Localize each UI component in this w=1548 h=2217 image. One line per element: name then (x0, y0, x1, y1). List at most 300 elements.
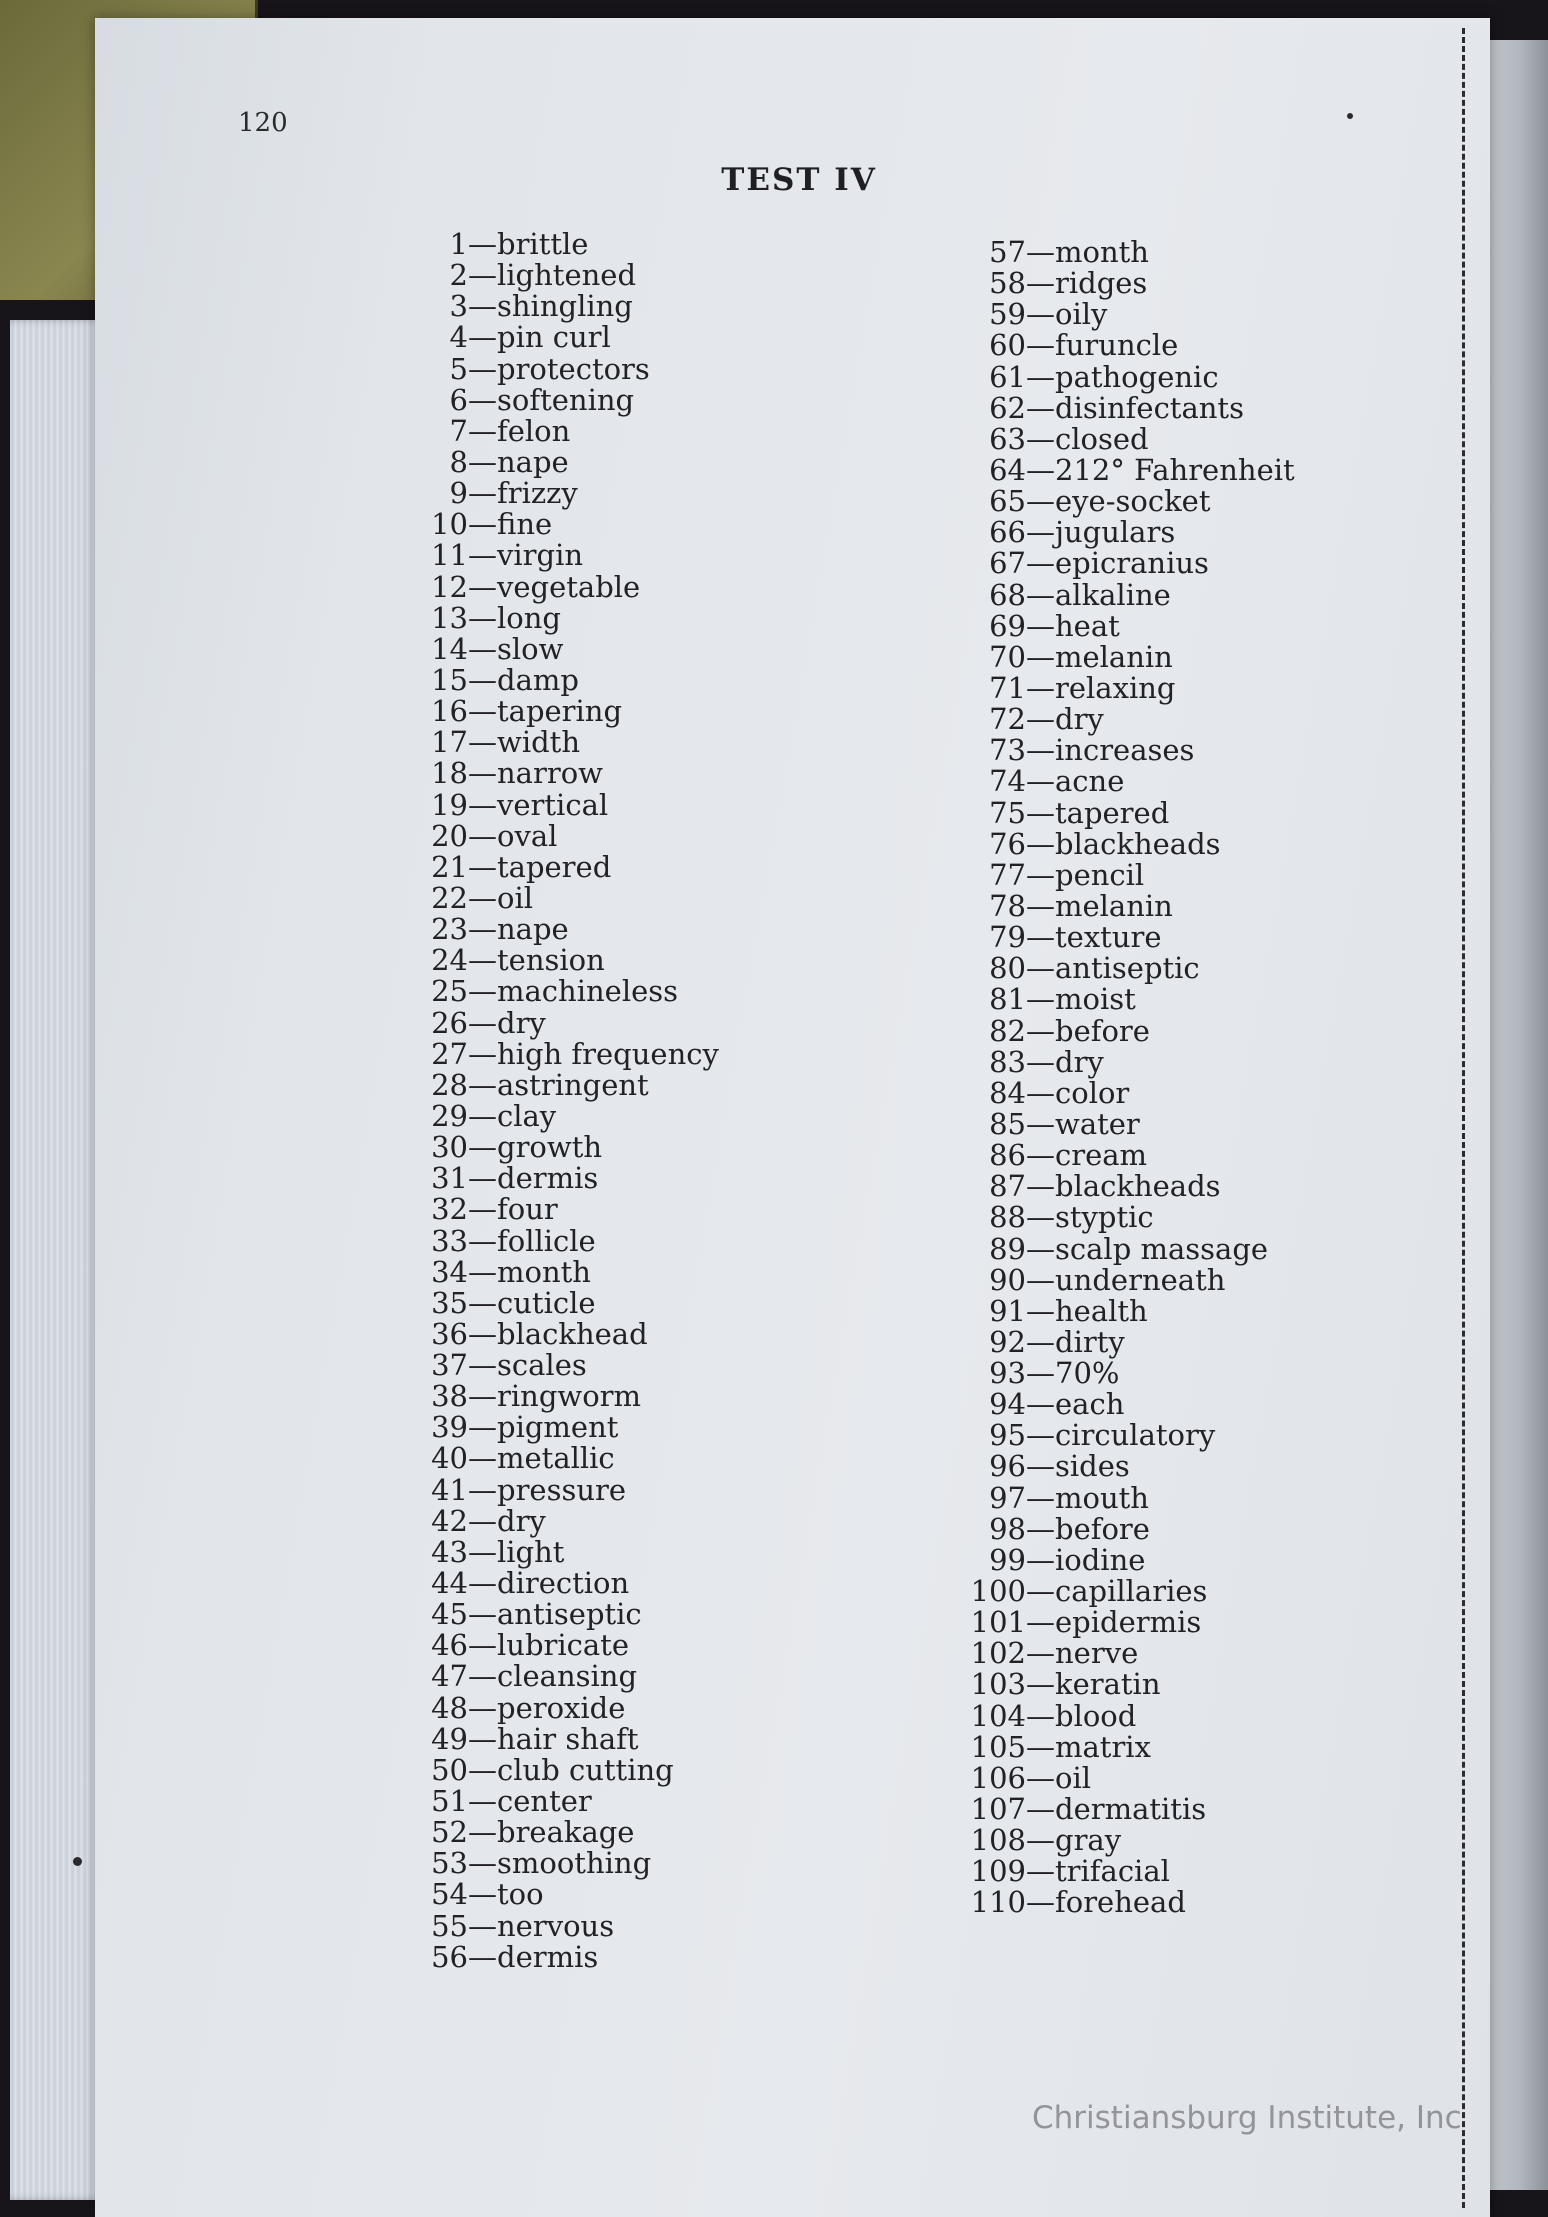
answer-text: lightened (497, 258, 637, 293)
answer-separator: — (468, 1566, 497, 1601)
answer-item (380, 1412, 719, 1443)
answer-item (920, 1293, 1295, 1328)
answer-item (380, 818, 719, 853)
answer-number: 54 (431, 1877, 468, 1912)
answer-text: pressure (497, 1472, 627, 1507)
answer-number: 46 (431, 1628, 468, 1663)
answer-text: tapered (497, 849, 612, 884)
answer-separator: — (468, 320, 497, 355)
answer-item (380, 1879, 719, 1910)
answer-item (380, 758, 719, 789)
answer-separator: — (1026, 1418, 1055, 1453)
answer-item (920, 888, 1295, 923)
answer-text: ridges (1055, 266, 1148, 301)
answer-item (380, 1223, 719, 1258)
answer-number: 86 (989, 1138, 1026, 1173)
answer-separator: — (1026, 421, 1055, 456)
answer-separator: — (1026, 1324, 1055, 1359)
answer-number: 65 (989, 484, 1026, 519)
answer-item (920, 704, 1295, 735)
answer-text: smoothing (497, 1846, 652, 1881)
answer-item (920, 795, 1295, 830)
answer-separator: — (1026, 1480, 1055, 1515)
answer-item (920, 330, 1295, 361)
answer-separator: — (468, 1721, 497, 1756)
answer-item (920, 1511, 1295, 1546)
answer-text: iodine (1055, 1542, 1146, 1577)
answer-number: 22 (431, 880, 468, 915)
answer-text: circulatory (1055, 1418, 1216, 1453)
answer-item (920, 1262, 1295, 1297)
answer-separator: — (468, 756, 497, 791)
answer-number: 16 (431, 694, 468, 729)
answer-separator: — (1026, 1511, 1055, 1546)
answer-number: 67 (989, 546, 1026, 581)
answer-item (920, 1044, 1295, 1079)
answer-separator: — (468, 1130, 497, 1165)
answer-text: forehead (1055, 1885, 1186, 1920)
answer-separator: — (1026, 1138, 1055, 1173)
answer-item (920, 1576, 1295, 1607)
answer-item (380, 1067, 719, 1102)
answer-item (380, 444, 719, 479)
answer-text: oil (497, 880, 534, 915)
answer-separator: — (1026, 1013, 1055, 1048)
answer-number: 94 (989, 1387, 1026, 1422)
answer-separator: — (468, 943, 497, 978)
answer-number: 62 (989, 390, 1026, 425)
answer-separator: — (1026, 1885, 1055, 1920)
answer-separator: — (1026, 702, 1055, 737)
answer-separator: — (1026, 1387, 1055, 1422)
answer-text: club cutting (497, 1752, 674, 1787)
answer-number: 23 (431, 912, 468, 947)
answer-separator: — (1026, 515, 1055, 550)
answer-separator: — (468, 1877, 497, 1912)
answer-number: 68 (989, 577, 1026, 612)
answer-item (380, 1721, 719, 1756)
answer-text: oval (497, 818, 558, 853)
answer-item (380, 1534, 719, 1569)
answer-separator: — (468, 1005, 497, 1040)
page-title: TEST IV (721, 162, 877, 198)
answer-text: melanin (1055, 888, 1173, 923)
answer-separator: — (468, 1472, 497, 1507)
answer-text: brittle (497, 227, 589, 261)
answer-number: 28 (431, 1067, 468, 1102)
answer-item (920, 1106, 1295, 1141)
answer-item (380, 1132, 719, 1163)
answer-separator: — (468, 1223, 497, 1258)
answer-separator: — (1026, 826, 1055, 861)
answer-number: 80 (989, 951, 1026, 986)
answer-text: hair shaft (497, 1721, 639, 1756)
answer-number: 90 (989, 1262, 1026, 1297)
answer-number: 15 (431, 662, 468, 697)
answer-text: light (497, 1534, 565, 1569)
answer-item (380, 322, 719, 353)
answer-separator: — (468, 1815, 497, 1850)
answer-separator: — (468, 1348, 497, 1383)
answer-separator: — (1026, 951, 1055, 986)
answer-number: 98 (989, 1511, 1026, 1546)
answer-number: 100 (970, 1574, 1026, 1609)
answer-text: underneath (1055, 1262, 1226, 1297)
answer-number: 71 (989, 670, 1026, 705)
answer-number: 35 (431, 1285, 468, 1320)
answer-text: blackhead (497, 1316, 648, 1351)
answer-item (920, 548, 1295, 579)
answer-item (380, 880, 719, 915)
answer-number: 58 (989, 266, 1026, 301)
page-number: 120 (238, 108, 288, 138)
answer-number: 84 (989, 1075, 1026, 1110)
answer-number: 87 (989, 1169, 1026, 1204)
answer-number: 79 (989, 920, 1026, 955)
answer-text: felon (497, 413, 571, 448)
answer-separator: — (468, 912, 497, 947)
answer-item (380, 1098, 719, 1133)
answer-text: matrix (1055, 1729, 1151, 1764)
answer-text: astringent (497, 1067, 649, 1102)
answer-item (920, 953, 1295, 984)
answer-item (920, 1231, 1295, 1266)
answer-text: month (497, 1254, 591, 1289)
answer-number: 102 (970, 1636, 1026, 1671)
answer-item (920, 670, 1295, 705)
answer-item (920, 1607, 1295, 1638)
answer-separator: — (1026, 1729, 1055, 1764)
answer-separator: — (1026, 452, 1055, 487)
answer-separator: — (468, 1597, 497, 1632)
answer-number: 97 (989, 1480, 1026, 1515)
answer-separator: — (1026, 1106, 1055, 1141)
answer-number: 103 (970, 1667, 1026, 1702)
answer-number: 31 (431, 1161, 468, 1196)
answer-number: 25 (431, 974, 468, 1009)
answer-number: 9 (449, 476, 468, 511)
answer-separator: — (1026, 795, 1055, 830)
answer-separator: — (468, 1784, 497, 1819)
answer-text: long (497, 600, 561, 635)
answer-text: before (1055, 1511, 1150, 1546)
answer-separator: — (468, 1098, 497, 1133)
answer-item (920, 1729, 1295, 1764)
answer-item (380, 291, 719, 322)
answer-text: ringworm (497, 1379, 642, 1414)
answer-separator: — (1026, 857, 1055, 892)
answer-separator: — (1026, 670, 1055, 705)
answer-item (920, 1140, 1295, 1171)
answer-number: 59 (989, 297, 1026, 332)
answer-number: 8 (449, 444, 468, 479)
answer-separator: — (468, 538, 497, 573)
answer-text: dirty (1055, 1324, 1125, 1359)
answer-item (920, 1856, 1295, 1887)
answer-item (920, 1324, 1295, 1359)
answer-item (920, 1480, 1295, 1515)
answer-item (380, 727, 719, 758)
answer-item (380, 1568, 719, 1599)
answer-item (920, 390, 1295, 425)
answer-item (920, 1887, 1295, 1918)
answer-number: 21 (431, 849, 468, 884)
answer-number: 85 (989, 1106, 1026, 1141)
answer-separator: — (1026, 1200, 1055, 1235)
answer-separator: — (468, 1192, 497, 1227)
answer-number: 49 (431, 1721, 468, 1756)
answer-number: 66 (989, 515, 1026, 550)
answer-number: 47 (431, 1659, 468, 1694)
answer-text: clay (497, 1098, 557, 1133)
answer-text: dry (1055, 1044, 1104, 1079)
answer-item (920, 1638, 1295, 1669)
answer-separator: — (468, 725, 497, 760)
answer-text: virgin (497, 538, 584, 573)
answer-separator: — (468, 1534, 497, 1569)
perforation-line (1462, 28, 1465, 2208)
answer-text: texture (1055, 920, 1162, 955)
answer-item (920, 1698, 1295, 1733)
answer-separator: — (1026, 1231, 1055, 1266)
answer-item (920, 359, 1295, 394)
answer-item (380, 1472, 719, 1507)
answer-separator: — (468, 1410, 497, 1445)
answer-item (380, 1350, 719, 1381)
answer-separator: — (1026, 1636, 1055, 1671)
answer-item (920, 1420, 1295, 1451)
answer-separator: — (1026, 920, 1055, 955)
answer-number: 20 (431, 818, 468, 853)
answer-number: 43 (431, 1534, 468, 1569)
answer-text: melanin (1055, 639, 1173, 674)
answer-text: tapered (1055, 795, 1170, 830)
answer-number: 53 (431, 1846, 468, 1881)
answer-number: 93 (989, 1356, 1026, 1391)
answer-text: dry (497, 1005, 546, 1040)
answer-text: sides (1055, 1449, 1130, 1484)
answer-item (380, 662, 719, 697)
answer-separator: — (468, 1939, 497, 1974)
answer-item (380, 351, 719, 386)
answer-item (920, 299, 1295, 330)
answer-separator: — (468, 787, 497, 822)
answer-text: breakage (497, 1815, 635, 1850)
answer-item (920, 1358, 1295, 1389)
answer-separator: — (468, 1659, 497, 1694)
answer-number: 63 (989, 421, 1026, 456)
answer-number: 6 (449, 382, 468, 417)
answer-text: oily (1055, 297, 1108, 332)
answer-separator: — (468, 1316, 497, 1351)
answer-number: 50 (431, 1752, 468, 1787)
answer-number: 30 (431, 1130, 468, 1165)
answer-item (380, 1285, 719, 1320)
answer-item (380, 1005, 719, 1040)
answer-number: 3 (449, 289, 468, 324)
answer-text: growth (497, 1130, 603, 1165)
answer-separator: — (1026, 390, 1055, 425)
answer-number: 33 (431, 1223, 468, 1258)
answer-text: relaxing (1055, 670, 1176, 705)
answer-item (380, 260, 719, 291)
answer-text: month (1055, 235, 1149, 269)
answer-text: furuncle (1055, 328, 1179, 363)
answer-number: 91 (989, 1293, 1026, 1328)
answer-item (920, 421, 1295, 456)
answer-separator: — (1026, 1449, 1055, 1484)
answer-number: 7 (449, 413, 468, 448)
answer-separator: — (1026, 577, 1055, 612)
answer-separator: — (468, 1628, 497, 1663)
answer-separator: — (468, 662, 497, 697)
answer-separator: — (468, 569, 497, 604)
answer-separator: — (468, 1846, 497, 1881)
answer-separator: — (468, 1690, 497, 1725)
answer-number: 26 (431, 1005, 468, 1040)
answer-item (380, 1752, 719, 1787)
answer-number: 5 (449, 351, 468, 386)
answer-text: center (497, 1784, 592, 1819)
answer-number: 12 (431, 569, 468, 604)
answer-separator: — (468, 413, 497, 448)
answer-number: 19 (431, 787, 468, 822)
answer-item (920, 1075, 1295, 1110)
answer-number: 107 (970, 1792, 1026, 1827)
answer-separator: — (1026, 484, 1055, 519)
answer-item (920, 922, 1295, 953)
answer-separator: — (1026, 297, 1055, 332)
answer-item (380, 631, 719, 666)
answer-separator: — (1026, 1044, 1055, 1079)
answer-item (380, 1939, 719, 1974)
answer-item (380, 413, 719, 448)
answer-separator: — (1026, 764, 1055, 799)
answer-text: protectors (497, 351, 650, 386)
answer-number: 57 (989, 235, 1026, 269)
answer-item (380, 1786, 719, 1817)
answer-number: 18 (431, 756, 468, 791)
answer-item (920, 1171, 1295, 1202)
answer-separator: — (468, 1752, 497, 1787)
answer-item (920, 1669, 1295, 1700)
answer-text: scales (497, 1348, 587, 1383)
answer-item (380, 976, 719, 1007)
answer-separator: — (468, 258, 497, 293)
answer-separator: — (1026, 546, 1055, 581)
answer-text: acne (1055, 764, 1125, 799)
answer-text: high frequency (497, 1036, 719, 1071)
answer-text: antiseptic (497, 1597, 642, 1632)
answer-text: slow (497, 631, 564, 666)
paper-speck (1347, 113, 1353, 119)
answer-text: shingling (497, 289, 633, 324)
answer-number: 110 (970, 1885, 1026, 1920)
answer-item (380, 1194, 719, 1225)
answer-separator: — (468, 1908, 497, 1943)
answer-item (920, 608, 1295, 643)
answer-item (920, 984, 1295, 1015)
answer-number: 1 (449, 227, 468, 261)
answer-number: 77 (989, 857, 1026, 892)
answer-number: 27 (431, 1036, 468, 1071)
answer-separator: — (1026, 1698, 1055, 1733)
answer-item (920, 826, 1295, 861)
answer-number: 99 (989, 1542, 1026, 1577)
answer-text: styptic (1055, 1200, 1154, 1235)
answer-text: blackheads (1055, 1169, 1221, 1204)
answer-separator: — (468, 694, 497, 729)
answer-text: tapering (497, 694, 623, 729)
answer-item (920, 1013, 1295, 1048)
answer-number: 41 (431, 1472, 468, 1507)
answer-separator: — (468, 1161, 497, 1196)
answer-text: water (1055, 1106, 1140, 1141)
answer-list-right (920, 237, 1295, 1919)
answer-number: 38 (431, 1379, 468, 1414)
answer-item (920, 735, 1295, 766)
answer-number: 92 (989, 1324, 1026, 1359)
answer-text: lubricate (497, 1628, 630, 1663)
answer-separator: — (1026, 1574, 1055, 1609)
answer-number: 14 (431, 631, 468, 666)
answer-text: capillaries (1055, 1574, 1208, 1609)
answer-text: before (1055, 1013, 1150, 1048)
answer-text: disinfectants (1055, 390, 1244, 425)
answer-text: eye-socket (1055, 484, 1211, 519)
answer-text: peroxide (497, 1690, 626, 1725)
answer-item (920, 268, 1295, 299)
answer-item (920, 577, 1295, 612)
answer-separator: — (1026, 1169, 1055, 1204)
answer-text: blood (1055, 1698, 1137, 1733)
answer-item (380, 945, 719, 976)
answer-text: scalp massage (1055, 1231, 1269, 1266)
answer-number: 39 (431, 1410, 468, 1445)
answer-text: blackheads (1055, 826, 1221, 861)
answer-number: 51 (431, 1784, 468, 1819)
answer-separator: — (468, 1254, 497, 1289)
answer-number: 45 (431, 1597, 468, 1632)
answer-separator: — (468, 1441, 497, 1476)
answer-text: alkaline (1055, 577, 1171, 612)
answer-number: 101 (970, 1605, 1026, 1640)
answer-item (380, 1630, 719, 1661)
answer-text: dermis (497, 1161, 599, 1196)
answer-text: 70% (1055, 1356, 1120, 1391)
answer-separator: — (1026, 1075, 1055, 1110)
answer-separator: — (1026, 1792, 1055, 1827)
answer-item (380, 1316, 719, 1351)
answer-text: pencil (1055, 857, 1145, 892)
answer-separator: — (1026, 982, 1055, 1017)
answer-item (380, 600, 719, 635)
answer-separator: — (1026, 639, 1055, 674)
answer-number: 13 (431, 600, 468, 635)
answer-text: color (1055, 1075, 1130, 1110)
answer-item (920, 639, 1295, 674)
answer-item (920, 1760, 1295, 1795)
answer-item (380, 478, 719, 509)
answer-item (920, 857, 1295, 892)
answer-item (380, 1503, 719, 1538)
answer-text: health (1055, 1293, 1148, 1328)
answer-text: pin curl (497, 320, 611, 355)
answer-separator: — (468, 600, 497, 635)
answer-text: increases (1055, 733, 1195, 768)
answer-number: 48 (431, 1690, 468, 1725)
answer-number: 24 (431, 943, 468, 978)
